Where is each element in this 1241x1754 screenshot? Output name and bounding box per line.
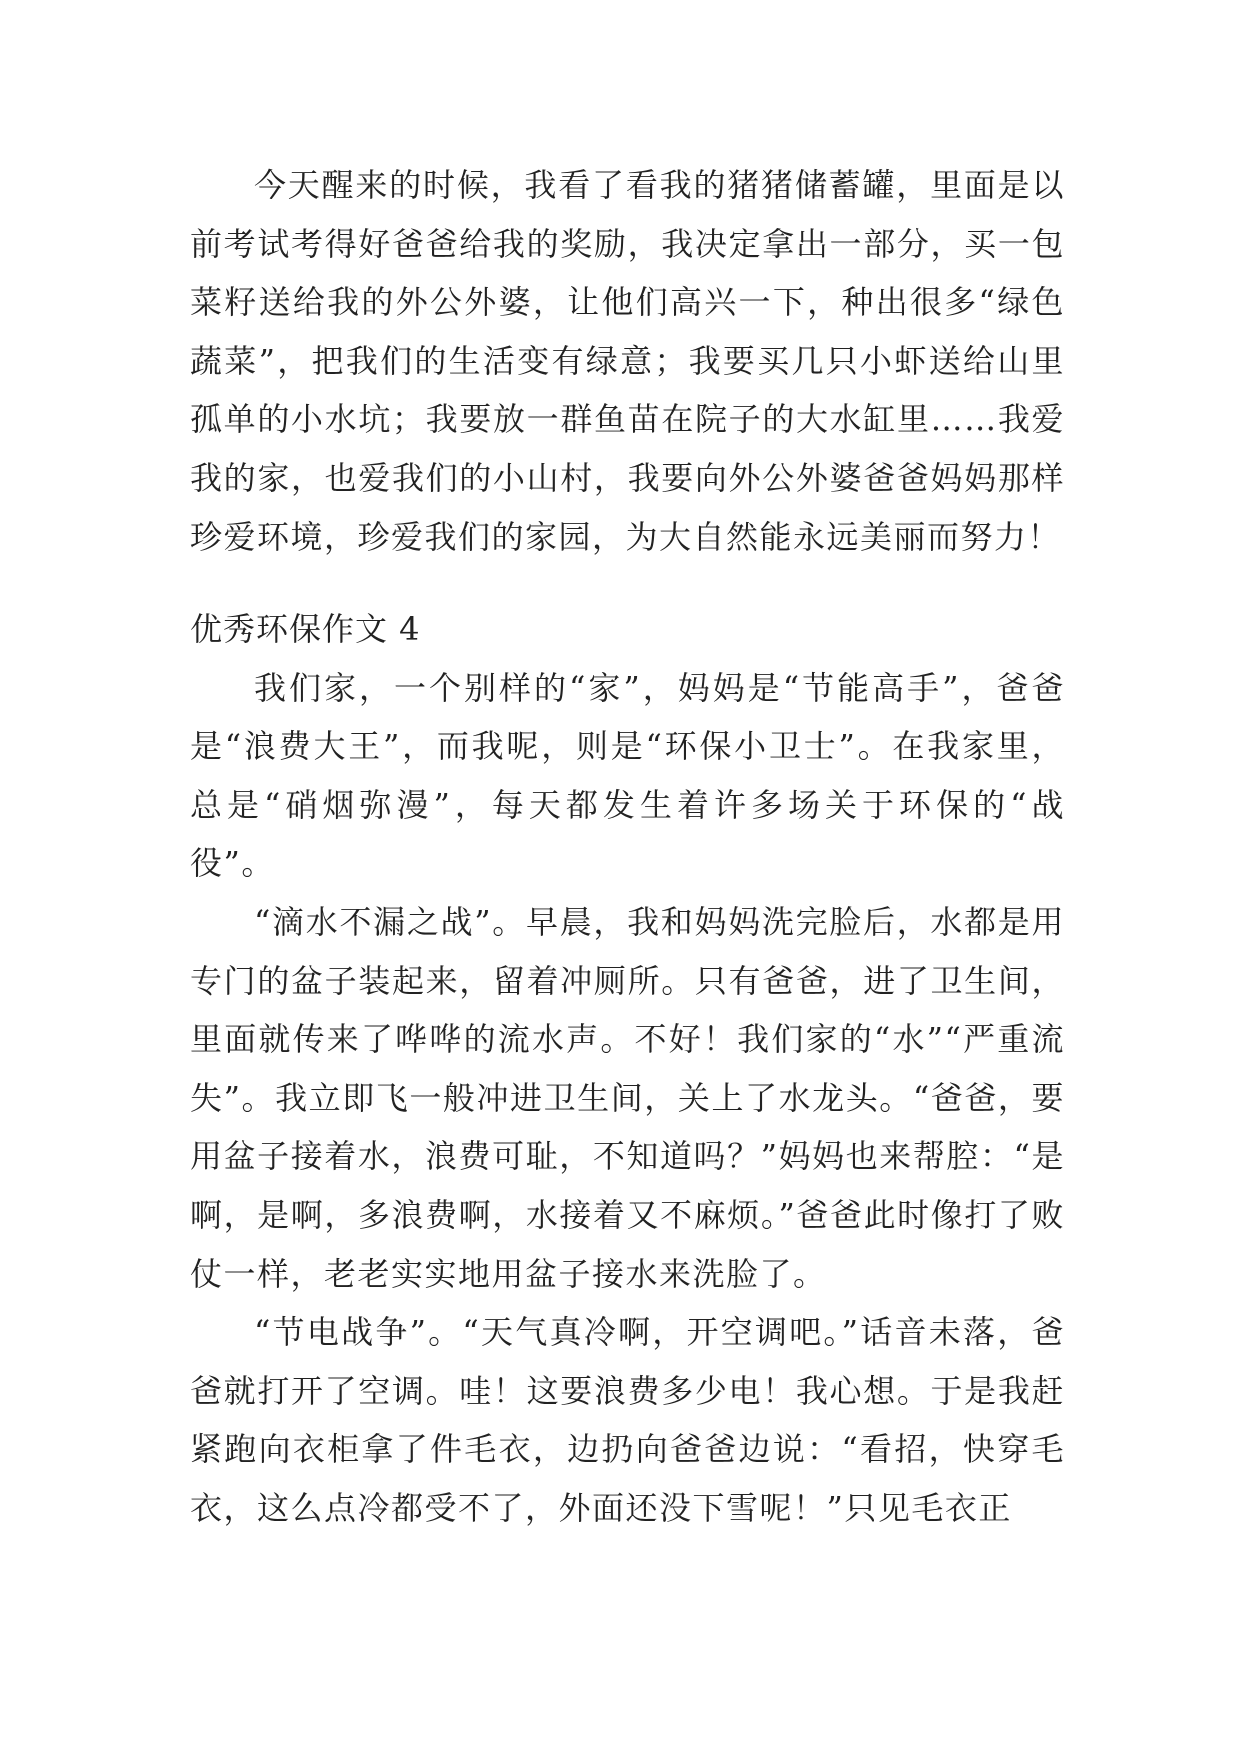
paragraph-intro: 今天醒来的时候，我看了看我的猪猪储蓄罐，里面是以前考试考得好爸爸给我的奖励，我决定拿出一部分，买一包菜籽送给我的外公外婆，让他们高兴一下，种出很多“绿色蔬菜”，把我们的生活变有绿意；我要买几只小虾送给山里孤单的小水坑；我要放一群鱼苗在院子的大水缸里……我爱我的家，也爱我们的小山村，我要向外公外婆爸爸妈妈那样珍爱环境，珍爱我们的家园，为大自然能永远美丽而努力！ [190, 166, 1065, 556]
paragraph-1: 我们家，一个别样的“家”，妈妈是“节能高手”，爸爸是“浪费大王”，而我呢，则是“环保小卫士”。在我家里，总是“硝烟弥漫”，每天都发生着许多场关于环保的“战役”。 [190, 668, 1065, 883]
section-title: 优秀环保作文 4 [190, 610, 421, 648]
paragraph-3: “节电战争”。“天气真冷啊，开空调吧。”话音未落，爸爸就打开了空调。哇！这要浪费多少电！我心想。于是我赶紧跑向衣柜拿了件毛衣，边扔向爸爸边说：“看招，快穿毛衣，这么点冷都受不了，外面还没下雪呢！”只见毛衣正 [190, 1313, 1065, 1527]
intro-text-block [190, 156, 1065, 566]
essay-4-text-block [190, 600, 1065, 1538]
paragraph-2: “滴水不漏之战”。早晨，我和妈妈洗完脸后，水都是用专门的盆子装起来，留着冲厕所。只有爸爸，进了卫生间，里面就传来了哗哗的流水声。不好！我们家的“水”“严重流失”。我立即飞一般冲进卫生间，关上了水龙头。“爸爸，要用盆子接着水，浪费可耻，不知道吗？”妈妈也来帮腔：“是啊，是啊，多浪费啊，水接着又不麻烦。”爸爸此时像打了败仗一样，老老实实地用盆子接水来洗脸了。 [190, 902, 1065, 1293]
